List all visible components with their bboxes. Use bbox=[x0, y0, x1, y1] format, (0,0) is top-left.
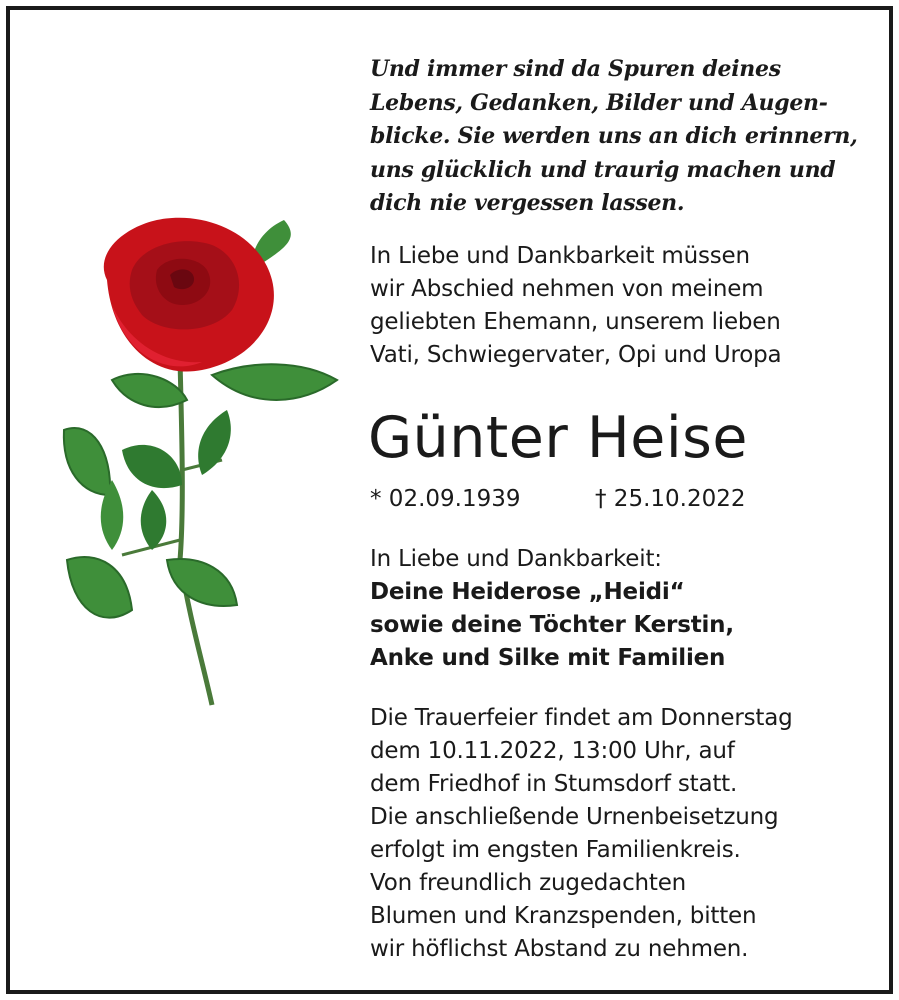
ceremony-line: Von freundlich zugedachten bbox=[370, 870, 687, 896]
mourners-intro: In Liebe und Dankbarkeit: bbox=[370, 546, 662, 572]
ceremony-line: wir höflichst Abstand zu nehmen. bbox=[370, 936, 749, 962]
quote-line: Und immer sind da Spuren deines bbox=[370, 56, 781, 82]
memorial-quote bbox=[370, 53, 870, 221]
birth-date: * 02.09.1939 bbox=[370, 486, 521, 512]
mourner-line: Anke und Silke mit Familien bbox=[370, 645, 726, 671]
ceremony-line: Blumen und Kranzspenden, bitten bbox=[370, 903, 757, 929]
ceremony-line: Die Trauerfeier findet am Donnerstag bbox=[370, 705, 793, 731]
mourner-line: Deine Heiderose „Heidi“ bbox=[370, 579, 685, 605]
ceremony-line: dem 10.11.2022, 13:00 Uhr, auf bbox=[370, 738, 735, 764]
quote-line: uns glücklich und traurig machen und bbox=[370, 156, 836, 183]
mourner-line: sowie deine Töchter Kerstin, bbox=[370, 612, 734, 638]
death-date: † 25.10.2022 bbox=[595, 486, 746, 512]
intro-line: geliebten Ehemann, unserem lieben bbox=[370, 309, 781, 335]
intro-line: Vati, Schwiegervater, Opi und Uropa bbox=[370, 342, 782, 368]
intro-text bbox=[370, 240, 875, 372]
ceremony-line: dem Friedhof in Stumsdorf statt. bbox=[370, 771, 738, 797]
red-rose-image bbox=[52, 210, 342, 710]
quote-line: Lebens, Gedanken, Bilder und Augen- bbox=[370, 89, 828, 116]
quote-line: dich nie vergessen lassen. bbox=[370, 190, 685, 216]
life-dates bbox=[370, 483, 746, 516]
mourners-block bbox=[370, 543, 875, 675]
ceremony-line: Die anschließende Urnenbeisetzung bbox=[370, 804, 779, 830]
ceremony-line: erfolgt im engsten Familienkreis. bbox=[370, 837, 741, 863]
ceremony-info bbox=[370, 702, 875, 966]
quote-line: blicke. Sie werden uns an dich erinnern, bbox=[370, 123, 858, 149]
intro-line: In Liebe und Dankbarkeit müssen bbox=[370, 243, 750, 269]
deceased-name: Günter Heise bbox=[368, 405, 748, 471]
intro-line: wir Abschied nehmen von meinem bbox=[370, 276, 764, 302]
